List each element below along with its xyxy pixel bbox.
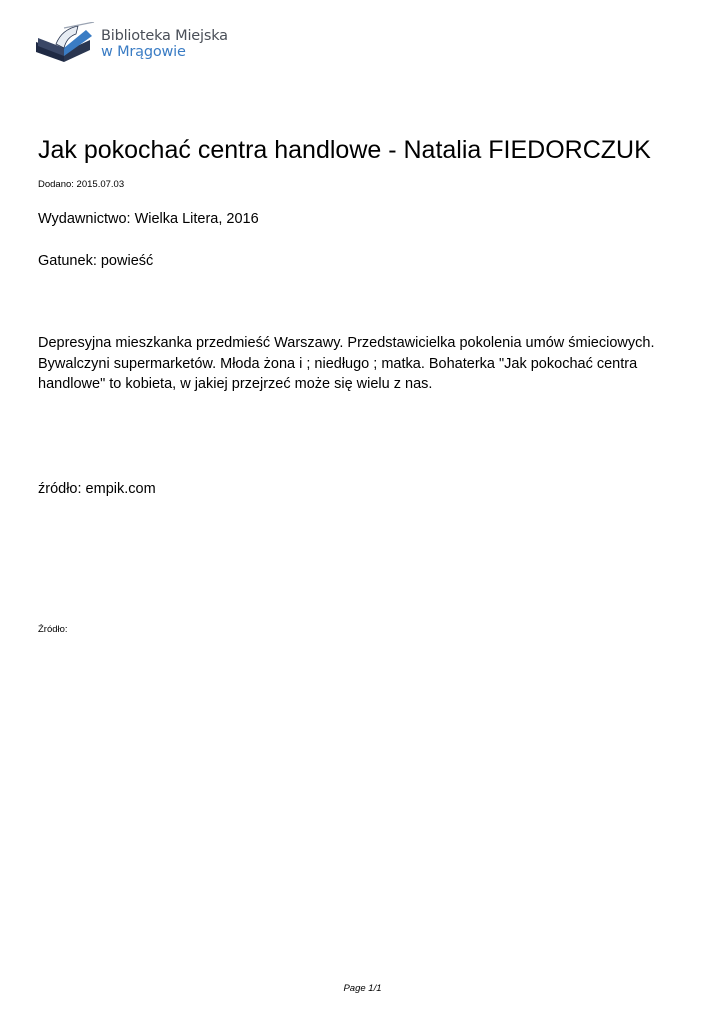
book-description: Depresyjna mieszkanka przedmieść Warszawy. Przedstawicielka pokolenia umów śmieciowych. Bywalczyni supermarketów. Młoda żona i ; niedługo ; matka. Bohaterka "Jak pokochać centra handlowe" to kobieta, w jakiej przejrzeć może się wielu z nas. bbox=[38, 335, 655, 392]
date-added: Dodano: 2015.07.03 bbox=[38, 179, 125, 190]
logo-name-line2: w Mrągowie bbox=[101, 43, 186, 60]
page-number: Page 1/1 bbox=[343, 983, 382, 994]
genre-info: Gatunek: powieść bbox=[38, 253, 154, 269]
library-logo[interactable] bbox=[34, 22, 228, 66]
source-website: źródło: empik.com bbox=[38, 481, 156, 497]
logo-name-line1: Biblioteka Miejska bbox=[101, 28, 228, 44]
source-label: Źródło: bbox=[38, 624, 68, 635]
open-book-logo-icon bbox=[34, 22, 98, 66]
publisher-info: Wydawnictwo: Wielka Litera, 2016 bbox=[38, 211, 259, 227]
page-title: Jak pokochać centra handlowe - Natalia FIEDORCZUK bbox=[38, 136, 651, 164]
